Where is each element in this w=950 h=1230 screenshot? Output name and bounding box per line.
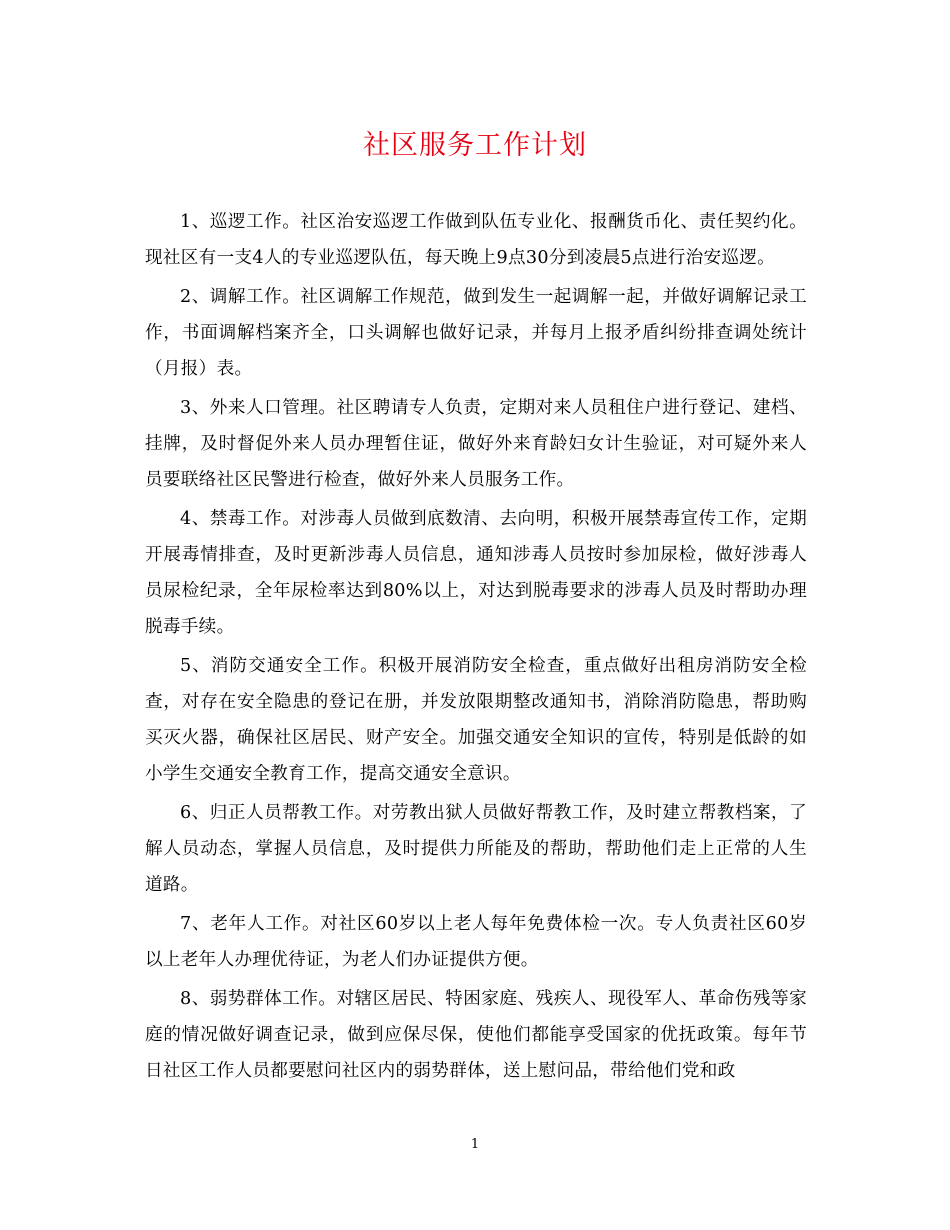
- paragraph-anti-drug: 4、禁毒工作。对涉毒人员做到底数清、去向明，积极开展禁毒宣传工作，定期开展毒情排查，及时更新涉毒人员信息，通知涉毒人员按时参加尿检，做好涉毒人员尿检纪录，全年尿检率达到80%以上，对达到脱毒要求的涉毒人员及时帮助办理脱毒手续。: [145, 509, 807, 637]
- paragraph-patrol: 1、巡逻工作。社区治安巡逻工作做到队伍专业化、报酬货币化、责任契约化。现社区有一支4人的专业巡逻队伍，每天晚上9点30分到凌晨5点进行治安巡逻。: [145, 212, 807, 268]
- paragraph-fire-traffic-safety: 5、消防交通安全工作。积极开展消防安全检查，重点做好出租房消防安全检查，对存在安全隐患的登记在册，并发放限期整改通知书，消除消防隐患，帮助购买灭火器，确保社区居民、财产安全。加强交通安全知识的宣传，特别是低龄的如小学生交通安全教育工作，提高交通安全意识。: [145, 656, 807, 784]
- paragraph-rehabilitation: 6、归正人员帮教工作。对劳教出狱人员做好帮教工作，及时建立帮教档案，了解人员动态，掌握人员信息，及时提供力所能及的帮助，帮助他们走上正常的人生道路。: [145, 803, 807, 895]
- paragraph-mediation: 2、调解工作。社区调解工作规范，做到发生一起调解一起，并做好调解记录工作，书面调解档案齐全，口头调解也做好记录，并每月上报矛盾纠纷排查调处统计（月报）表。: [145, 287, 807, 379]
- paragraph-migrant-management: 3、外来人口管理。社区聘请专人负责，定期对来人员租住户进行登记、建档、挂牌，及时督促外来人员办理暂住证，做好外来育龄妇女计生验证，对可疑外来人员要联络社区民警进行检查，做好外来人员服务工作。: [145, 398, 807, 490]
- document-body: [145, 204, 807, 1092]
- paragraph-elderly: 7、老年人工作。对社区60岁以上老人每年免费体检一次。专人负责社区60岁以上老年人办理优待证，为老人们办证提供方便。: [145, 914, 807, 970]
- document-title: 社区服务工作计划: [363, 130, 587, 161]
- page-number: 1: [470, 1137, 480, 1152]
- paragraph-vulnerable-groups: 8、弱势群体工作。对辖区居民、特困家庭、残疾人、现役军人、革命伤残等家庭的情况做好调查记录，做到应保尽保，使他们都能享受国家的优抚政策。每年节日社区工作人员都要慰问社区内的弱势群体，送上慰问品，带给他们党和政: [145, 989, 807, 1081]
